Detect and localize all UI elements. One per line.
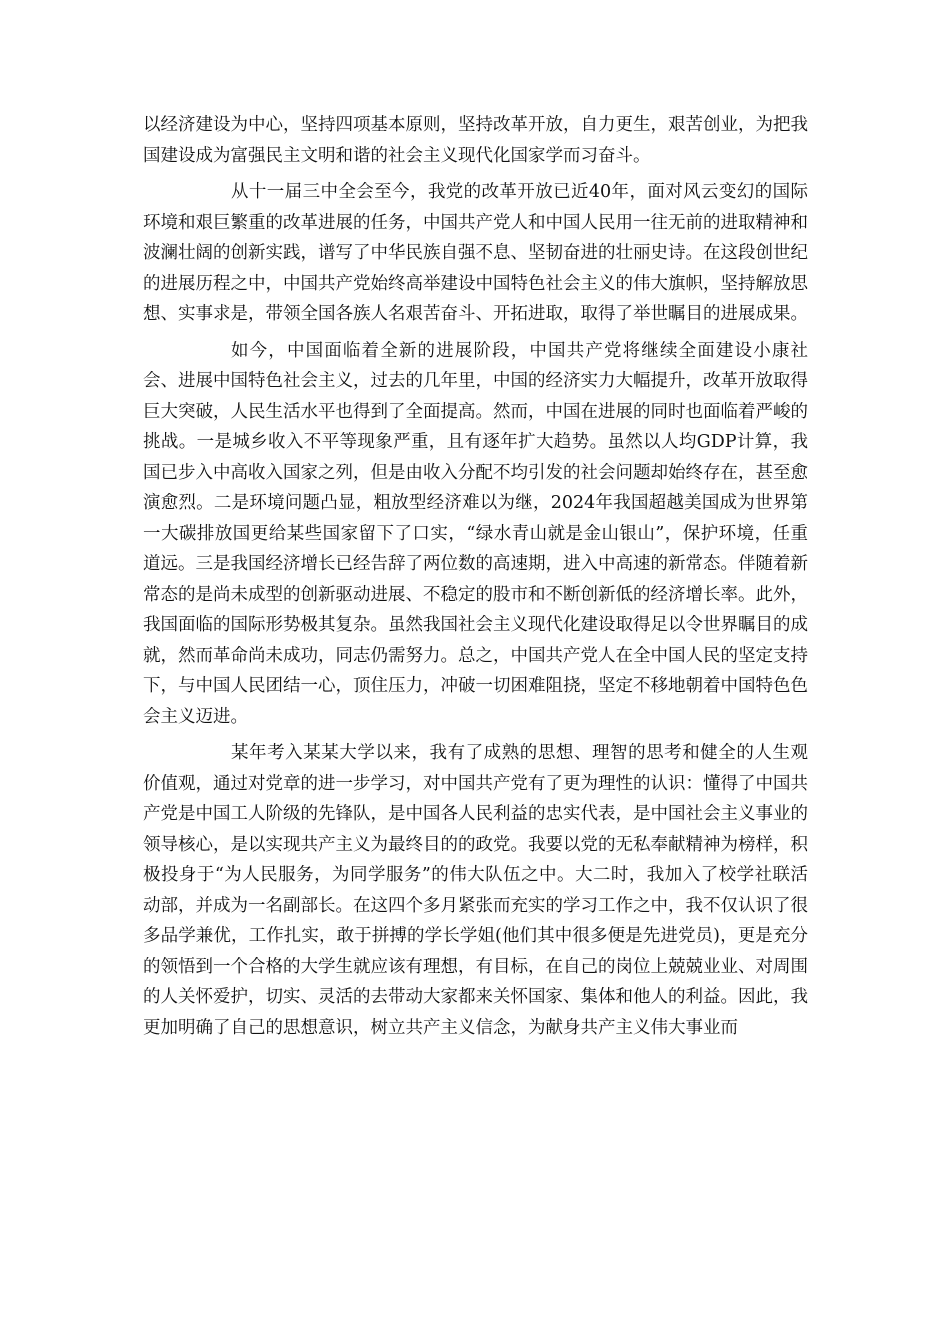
paragraph-2: 从十一届三中全会至今，我党的改革开放已近40年，面对风云变幻的国际环境和艰巨繁重的改革进展的任务，中国共产党人和中国人民用一往无前的进取精神和波澜壮阔的创新实践，谱写了中华民族自强不息、坚韧奋进的壮丽史诗。在这段创世纪的进展历程之中，中国共产党始终高举建设中国特色社会主义的伟大旗帜，坚持解放思想、实事求是，带领全国各族人名艰苦奋斗、开拓进取，取得了举世瞩目的进展成果。 (143, 182, 808, 324)
paragraph-3: 如今，中国面临着全新的进展阶段，中国共产党将继续全面建设小康社会、进展中国特色社会主义，过去的几年里，中国的经济实力大幅提升，改革开放取得巨大突破，人民生活水平也得到了全面提高。然而，中国在进展的同时也面临着严峻的挑战。一是城乡收入不平等现象严重，且有逐年扩大趋势。虽然以人均GDP计算，我国已步入中高收入国家之列，但是由收入分配不均引发的社会问题却始终存在，甚至愈演愈烈。二是环境问题凸显，粗放型经济难以为继，2024年我国超越美国成为世界第一大碳排放国更给某些国家留下了口实，“绿水青山就是金山银山”，保护环境，任重道远。三是我国经济增长已经告辞了两位数的高速期，进入中高速的新常态。伴随着新常态的是尚未成型的创新驱动进展、不稳定的股市和不断创新低的经济增长率。此外，我国面临的国际形势极其复杂。虽然我国社会主义现代化建设取得足以令世界瞩目的成就，然而革命尚未成功，同志仍需努力。总之，中国共产党人在全中国人民的坚定支持下，与中国人民团结一心，顶住压力，冲破一切困难阻挠，坚定不移地朝着中国特色色会主义迈进。 (143, 340, 808, 727)
paragraph-1: 以经济建设为中心，坚持四项基本原则，坚持改革开放，自力更生，艰苦创业，为把我国建设成为富强民主文明和谐的社会主义现代化国家学而习奋斗。 (143, 115, 808, 166)
paragraph-4: 某年考入某某大学以来，我有了成熟的思想、理智的思考和健全的人生观价值观，通过对党章的进一步学习，对中国共产党有了更为理性的认识：懂得了中国共产党是中国工人阶级的先锋队，是中国各人民利益的忠实代表，是中国社会主义事业的领导核心，是以实现共产主义为最终目的的政党。我要以党的无私奉献精神为榜样，积极投身于“为人民服务，为同学服务”的伟大队伍之中。大二时，我加入了校学社联活动部，并成为一名副部长。在这四个多月紧张而充实的学习工作之中，我不仅认识了很多品学兼优，工作扎实，敢于拼搏的学长学姐(他们其中很多便是先进党员)，更是充分的领悟到一个合格的大学生就应该有理想，有目标，在自己的岗位上兢兢业业、对周围的人关怀爱护，切实、灵活的去带动大家都来关怀国家、集体和他人的利益。因此，我更加明确了自己的思想意识，树立共产主义信念，为献身共产主义伟大事业而 (143, 743, 808, 1038)
document-body (143, 110, 808, 1049)
